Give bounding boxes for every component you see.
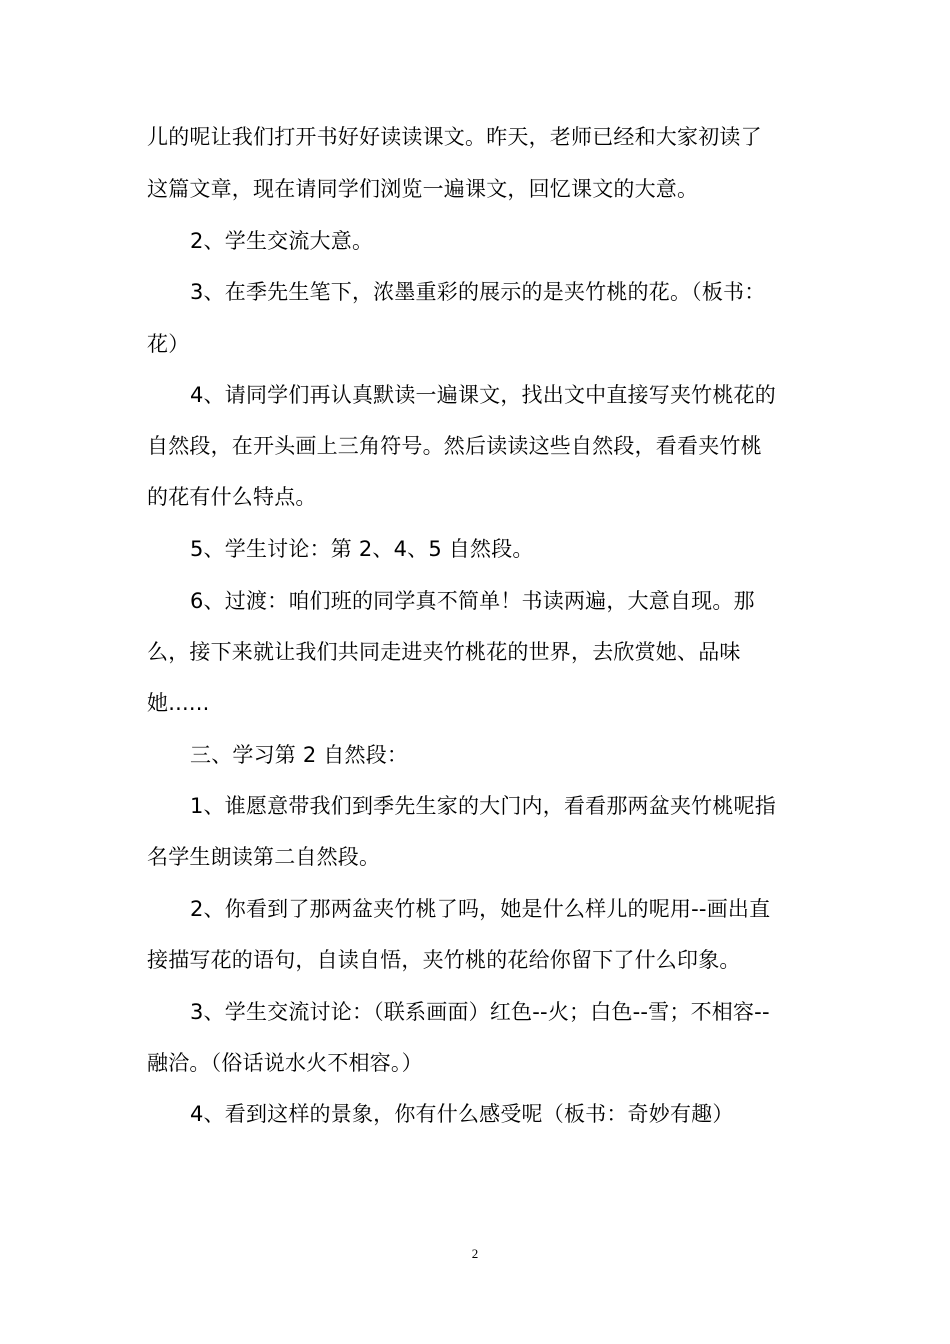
text-line: 2、学生交流大意。	[190, 229, 374, 253]
text-line: 融洽。（俗话说水火不相容。）	[147, 1051, 423, 1075]
text-line: 儿的呢让我们打开书好好读读课文。昨天，老师已经和大家初读了	[147, 125, 762, 149]
text-line: 3、在季先生笔下，浓墨重彩的展示的是夹竹桃的花。（板书：	[190, 280, 766, 304]
text-line: 2、你看到了那两盆夹竹桃了吗，她是什么样儿的呢用--画出直	[190, 897, 771, 921]
text-line: 1、谁愿意带我们到季先生家的大门内，看看那两盆夹竹桃呢指	[190, 794, 776, 818]
page-number: 2	[471, 1246, 479, 1261]
text-line: 名学生朗读第二自然段。	[147, 845, 381, 869]
text-line: 花）	[147, 332, 190, 356]
text-line: 这篇文章，现在请同学们浏览一遍课文，回忆课文的大意。	[147, 177, 699, 201]
text-line: 5、学生讨论：第 2、4、5 自然段。	[190, 537, 534, 561]
text-line: 接描写花的语句，自读自悟，夹竹桃的花给你留下了什么印象。	[147, 948, 741, 972]
section-heading: 三、学习第 2 自然段：	[190, 743, 409, 767]
text-line: 自然段，在开头画上三角符号。然后读读这些自然段，看看夹竹桃	[147, 434, 762, 458]
text-line: 6、过渡：咱们班的同学真不简单！书读两遍，大意自现。那	[190, 589, 755, 613]
text-line: 她......	[147, 691, 210, 715]
text-line: 3、学生交流讨论：（联系画面）红色--火；白色--雪；不相容--	[190, 1000, 770, 1024]
text-line: 么，接下来就让我们共同走进夹竹桃花的世界，去欣赏她、品味	[147, 640, 741, 664]
text-line: 4、请同学们再认真默读一遍课文，找出文中直接写夹竹桃花的	[190, 383, 776, 407]
text-line: 的花有什么特点。	[147, 485, 317, 509]
text-line: 4、看到这样的景象，你有什么感受呢（板书：奇妙有趣）	[190, 1102, 734, 1126]
